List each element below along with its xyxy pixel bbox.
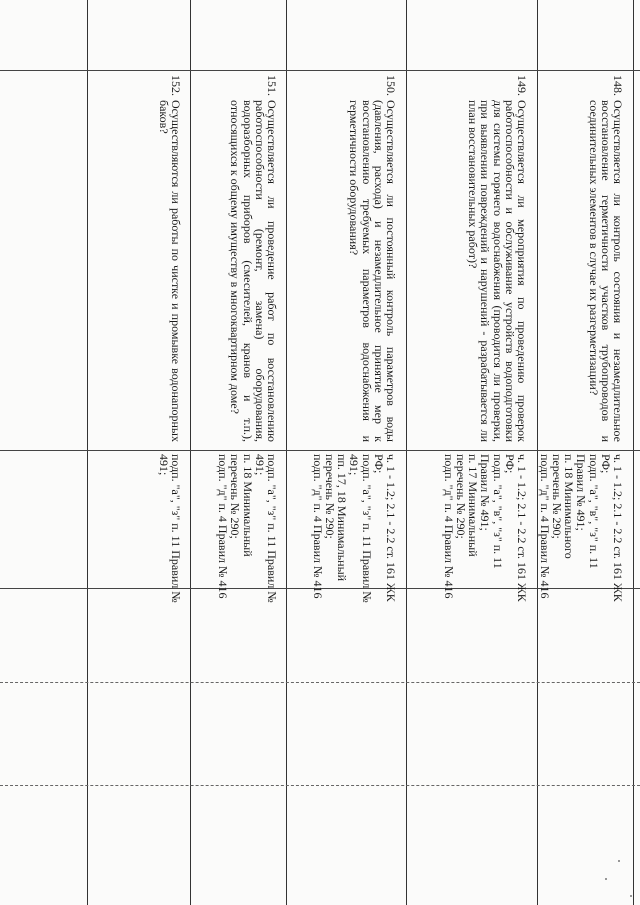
reference-line: 491; xyxy=(156,454,171,476)
reference-line: Правил № 491; xyxy=(478,454,493,531)
reference-line: Правил № 491; xyxy=(574,454,589,531)
scan-speck xyxy=(630,895,632,897)
reference-line: подп. "а", "з" п. 11 Правил № xyxy=(169,454,183,603)
column-separator xyxy=(0,682,640,683)
row-number: 148. xyxy=(611,75,625,96)
reference-line: перечень № 290; xyxy=(549,454,564,539)
reference-line: перечень № 290; xyxy=(228,454,243,539)
row-number: 152. xyxy=(169,75,183,96)
reference-line: перечень № 290; xyxy=(322,454,337,539)
scan-speck xyxy=(605,878,607,880)
reference-line: подп. "д" п. 4 Правил № 416 xyxy=(310,454,325,599)
scan-speck xyxy=(618,860,620,862)
reference-line: ч. 1 - 1.2; 2.1 - 2.2 ст. 161 ЖК xyxy=(611,454,625,602)
question-text: Осуществляется ли контроль состояния и незамедлительное восстановление герметичности участков трубопроводов и соединительных элементов в случае их разгерметизации? xyxy=(586,100,625,442)
row-separator xyxy=(537,0,538,905)
reference-line: подп. "а", "з" п. 11 Правил № xyxy=(359,454,374,603)
reference-line: 491; xyxy=(252,454,267,476)
reference-line: подп. "д" п. 4 Правил № 416 xyxy=(441,454,456,599)
legal-references xyxy=(412,454,529,602)
question-text: Осуществляются ли работы по чистке и промывке водонапорных баков? xyxy=(156,100,183,442)
reference-line: подп. "а", "з" п. 11 Правил № xyxy=(265,454,279,603)
question-text: Осуществляется ли мероприятия по проведению проверок работоспособности и обслуживание устройств водоподготовки для системы горячего водоснабжения (проводится ли проверки, при выявлении повреждений и нарушений - разрабатывается ли план восстановительных работ)? xyxy=(466,100,529,442)
reference-line: п. 17 Минимальный xyxy=(466,454,481,557)
reference-line: ч. 1 - 1.2; 2.1 - 2.2 ст. 161 ЖК xyxy=(384,454,398,602)
reference-line: подп. "а", "в", "з" п. 11 xyxy=(586,454,601,569)
reference-line: пп. 17, 18 Минимальный xyxy=(335,454,350,582)
row-separator xyxy=(190,0,191,905)
reference-line: РФ; xyxy=(371,454,386,474)
row-separator xyxy=(87,0,88,905)
reference-line: подп. "д" п. 4 Правил № 416 xyxy=(216,454,231,599)
legal-references xyxy=(291,454,398,603)
row-number: 149. xyxy=(515,75,529,96)
row-number: 151. xyxy=(265,75,279,96)
reference-line: 491; xyxy=(347,454,362,476)
question-text: Осуществляется ли проведение работ по восстановлению работоспособности (ремонт, замена) оборудования, водоразборных приборов (смесителей, кранов и т.п.), относящихся к общему имуществу в многоквартирном доме? xyxy=(228,100,279,442)
reference-line: РФ; xyxy=(502,454,517,474)
row-separator xyxy=(406,0,407,905)
row-separator xyxy=(286,0,287,905)
reference-line: ч. 1 - 1.2; 2.1 - 2.2 ст. 161 ЖК xyxy=(515,454,529,602)
column-separator xyxy=(0,450,640,451)
column-separator xyxy=(0,70,640,71)
legal-references xyxy=(537,454,625,602)
column-separator xyxy=(0,785,640,786)
row-separator xyxy=(633,0,634,905)
reference-line: подп. "д" п. 4 Правил № 416 xyxy=(537,454,552,599)
legal-references xyxy=(194,454,279,603)
reference-line: перечень № 290; xyxy=(453,454,468,539)
row-number: 150. xyxy=(384,75,398,96)
reference-line: п. 18 Минимальный xyxy=(240,454,255,557)
reference-line: РФ; xyxy=(598,454,613,474)
reference-line: п. 18 Минимального xyxy=(562,454,577,559)
reference-line: подп. "а", "в", "з" п. 11 xyxy=(490,454,505,569)
question-text: Осуществляется ли постоянный контроль параметров воды (давления, расхода) и незамедлительное принятие мер к восстановлению требуемых параметров водоснабжения и герметичности оборудования? xyxy=(347,100,398,442)
legal-references xyxy=(142,454,183,603)
